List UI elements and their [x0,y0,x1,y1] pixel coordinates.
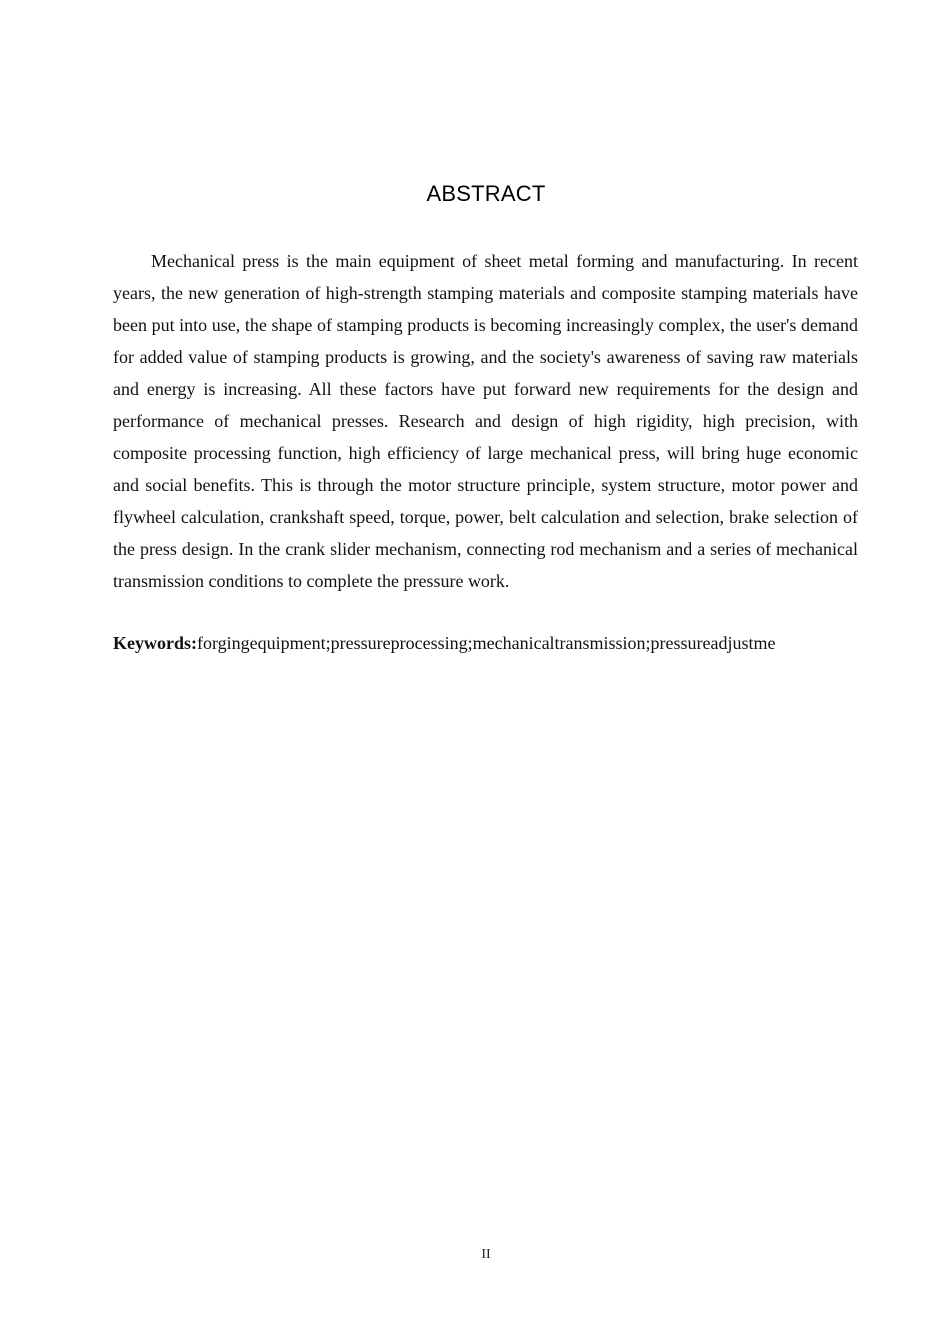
keywords-label: Keywords: [113,633,197,653]
abstract-title: ABSTRACT [426,181,546,206]
page-number: II [481,1247,491,1262]
keywords-value: forgingequipment;pressureprocessing;mechanicaltransmission;pressureadjustme [197,633,776,653]
abstract-paragraph: Mechanical press is the main equipment of sheet metal forming and manufacturing. In recent years, the new generation of high-strength stamping materials and composite stamping materials have been put into use, the shape of stamping products is becoming increasingly complex, the user's demand for added value of stamping products is growing, and the society's awareness of saving raw materials and energy is increasing. All these factors have put forward new requirements for the design and performance of mechanical presses. Research and design of high rigidity, high precision, with composite processing function, high efficiency of large mechanical press, will bring huge economic and social benefits. This is through the motor structure principle, system structure, motor power and flywheel calculation, crankshaft speed, torque, power, belt calculation and selection, brake selection of the press design. In the crank slider mechanism, connecting rod mechanism and a series of mechanical transmission conditions to complete the pressure work. [113,251,858,591]
keywords-line [113,627,873,659]
